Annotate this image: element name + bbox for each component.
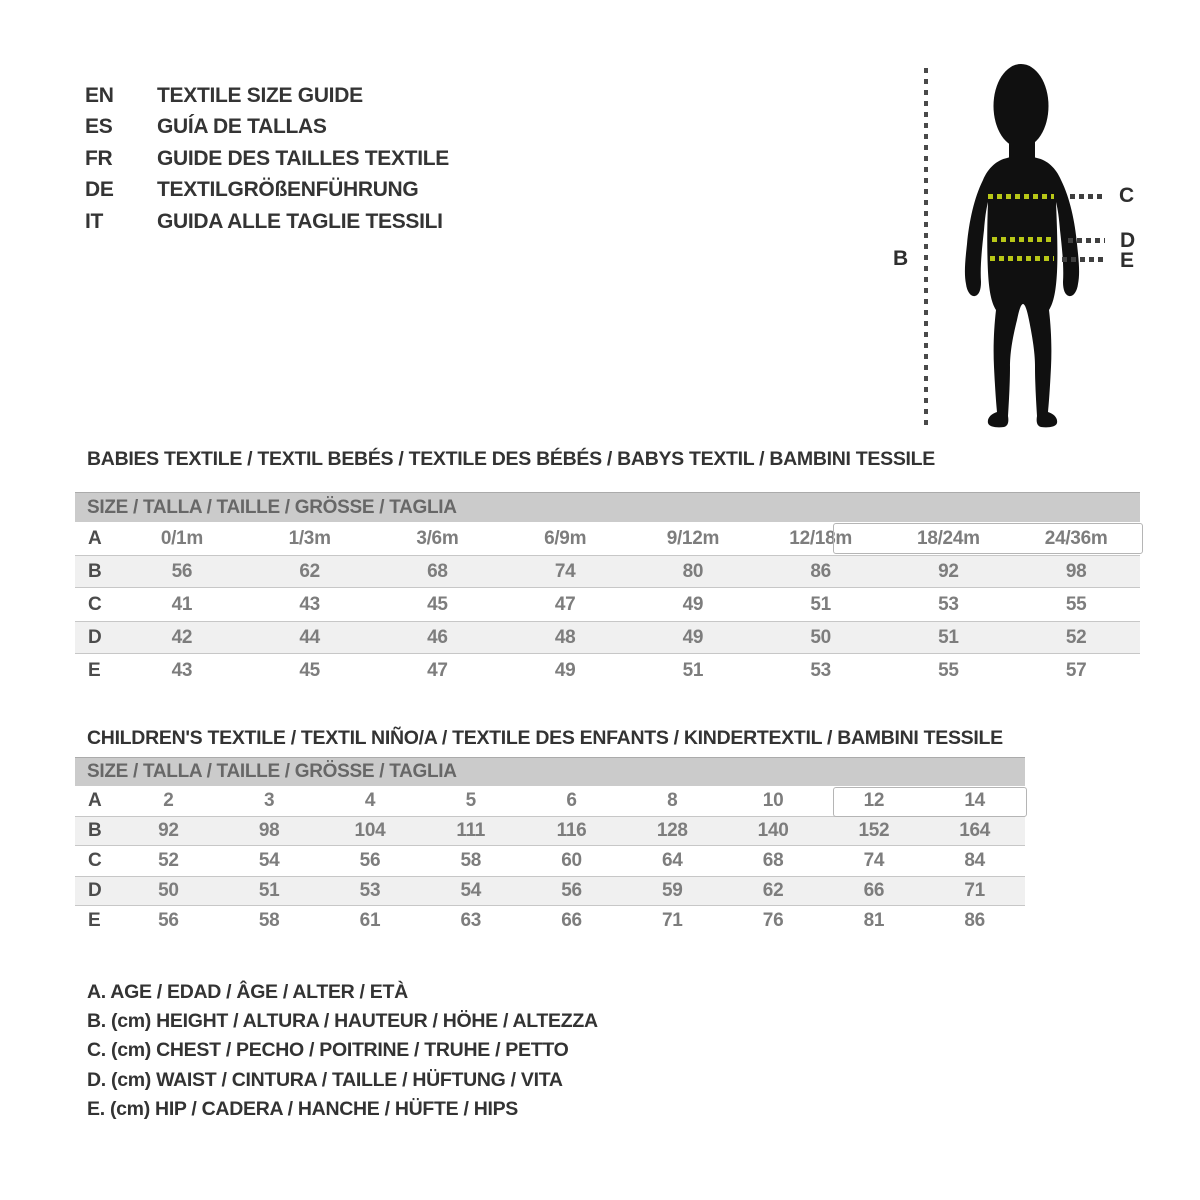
table-cell: 74 [554,560,576,582]
height-measure-line [924,68,928,428]
table-cell: 76 [762,910,784,931]
table-cell: 116 [556,820,587,841]
table-row [75,654,1140,687]
table-cell: 71 [964,880,985,901]
size-guide-title-es: GUÍA DE TALLAS [157,115,327,139]
table-cell: 2 [163,790,174,811]
table-cell: 66 [863,880,885,901]
table-cell: 60 [561,850,582,871]
table-cell: 3/6m [416,527,459,549]
language-title-list [85,80,449,238]
babies-section-title: BABIES TEXTILE / TEXTIL BEBÉS / TEXTILE DES BÉBÉS / BABYS TEXTIL / BAMBINI TESSILE [87,448,935,470]
table-cell: 81 [863,910,885,931]
children-section-title: CHILDREN'S TEXTILE / TEXTIL NIÑO/A / TEXTILE DES ENFANTS / KINDERTEXTIL / BAMBINI TESSILE [87,727,1003,749]
row-label: A [88,790,102,811]
table-cell: 56 [359,850,381,871]
chest-measure-leader [1070,194,1106,199]
table-cell: 51 [938,626,959,648]
row-label: D [88,626,102,648]
table-cell: 44 [299,626,320,648]
table-cell: 47 [427,659,448,681]
row-label: E [88,659,101,681]
table-cell: 0/1m [160,527,203,549]
measurement-legend [87,978,598,1124]
table-cell: 111 [456,820,486,841]
row-label: B [88,560,102,582]
language-row [85,143,449,175]
table-cell: 63 [460,910,481,931]
table-cell: 12/18m [789,527,852,549]
waist-measure-leader [1068,238,1105,243]
row-label: C [88,850,102,871]
hip-measure-line [990,256,1054,261]
table-cell: 56 [561,880,582,901]
language-row [85,112,449,144]
babies-highlight-box [833,523,1143,554]
size-guide-title-it: GUIDA ALLE TAGLIE TESSILI [157,209,443,233]
table-row [75,588,1140,621]
figure-label-hip: E [1120,249,1134,272]
legend-height: B. (cm) HEIGHT / ALTURA / HAUTEUR / HÖHE / ALTEZZA [87,1010,598,1033]
table-row [75,876,1025,906]
table-cell: 4 [364,790,376,811]
table-cell: 43 [299,593,320,615]
table-cell: 12 [863,790,885,811]
children-size-header: SIZE / TALLA / TAILLE / GRÖSSE / TAGLIA [75,757,1025,786]
table-cell: 92 [158,820,179,841]
table-cell: 18/24m [917,527,980,549]
language-code: EN [85,83,114,107]
table-cell: 6/9m [544,527,587,549]
table-cell: 59 [662,880,683,901]
table-cell: 86 [964,910,985,931]
table-cell: 62 [299,560,320,582]
table-cell: 57 [1065,659,1087,681]
table-cell: 52 [1065,626,1087,648]
table-cell: 10 [762,790,784,811]
table-cell: 104 [354,820,386,841]
table-cell: 66 [561,910,582,931]
table-cell: 98 [258,820,280,841]
table-cell: 140 [757,820,789,841]
language-code: DE [85,178,114,202]
chest-measure-line [988,194,1054,199]
size-guide-title-en: TEXTILE SIZE GUIDE [157,83,363,107]
table-cell: 92 [938,560,959,582]
table-cell: 64 [662,850,683,871]
table-cell: 62 [762,880,784,901]
size-guide-title-fr: GUIDE DES TAILLES TEXTILE [157,146,449,170]
row-label: D [88,880,102,901]
table-cell: 53 [938,593,959,615]
table-cell: 61 [359,910,381,931]
table-cell: 68 [762,850,784,871]
table-cell: 49 [682,593,704,615]
children-highlight-box [833,787,1027,817]
table-cell: 51 [682,659,704,681]
hip-measure-leader [1062,257,1105,262]
table-cell: 45 [427,593,448,615]
row-label: A [88,527,102,549]
language-code: FR [85,146,113,170]
table-cell: 98 [1065,560,1087,582]
row-label: B [88,820,102,841]
waist-measure-line [992,237,1054,242]
babies-size-table [75,492,1140,687]
legend-age: A. AGE / EDAD / ÂGE / ALTER / ETÀ [87,981,408,1004]
table-cell: 128 [656,820,688,841]
table-cell: 54 [258,850,280,871]
table-cell: 55 [1065,593,1087,615]
legend-hip: E. (cm) HIP / CADERA / HANCHE / HÜFTE / HIPS [87,1097,519,1120]
child-silhouette-image [961,62,1083,434]
table-cell: 14 [964,790,985,811]
table-cell: 56 [158,910,179,931]
table-row [75,621,1140,654]
table-row [75,816,1025,846]
table-cell: 45 [299,659,320,681]
table-cell: 3 [264,790,275,811]
legend-waist: D. (cm) WAIST / CINTURA / TAILLE / HÜFTUNG / VITA [87,1068,563,1091]
table-cell: 56 [171,560,193,582]
table-cell: 86 [810,560,831,582]
table-cell: 41 [171,593,193,615]
table-cell: 71 [662,910,683,931]
table-cell: 50 [158,880,179,901]
table-cell: 54 [460,880,481,901]
row-label: C [88,593,102,615]
table-cell: 8 [667,790,678,811]
table-cell: 52 [158,850,179,871]
table-cell: 68 [427,560,448,582]
table-cell: 74 [863,850,885,871]
table-cell: 6 [566,790,577,811]
size-guide-title-de: TEXTILGRÖßENFÜHRUNG [157,178,419,202]
figure-label-waist: D [1120,229,1135,252]
table-cell: 55 [938,659,959,681]
language-row [85,175,449,207]
table-cell: 58 [460,850,481,871]
table-cell: 43 [171,659,193,681]
table-cell: 80 [682,560,704,582]
children-size-table [75,757,1025,936]
figure-label-height: B [893,247,908,270]
table-row [75,555,1140,588]
language-code: ES [85,115,113,139]
table-cell: 24/36m [1044,527,1108,549]
table-cell: 152 [858,820,890,841]
table-cell: 5 [465,790,476,811]
language-row [85,80,449,112]
table-cell: 51 [258,880,280,901]
table-cell: 42 [171,626,193,648]
table-cell: 53 [359,880,381,901]
language-code: IT [85,209,104,233]
table-cell: 49 [554,659,576,681]
table-cell: 164 [959,820,991,841]
table-cell: 53 [810,659,831,681]
table-cell: 50 [810,626,831,648]
babies-size-header: SIZE / TALLA / TAILLE / GRÖSSE / TAGLIA [75,492,1140,522]
language-row [85,206,449,238]
table-cell: 47 [554,593,576,615]
figure-label-chest: C [1119,184,1134,207]
legend-chest: C. (cm) CHEST / PECHO / POITRINE / TRUHE / PETTO [87,1039,569,1062]
table-row [75,846,1025,876]
table-cell: 9/12m [666,527,720,549]
table-cell: 48 [554,626,576,648]
table-cell: 1/3m [288,527,331,549]
table-cell: 49 [682,626,704,648]
table-cell: 46 [427,626,448,648]
row-label: E [88,910,101,931]
table-cell: 84 [964,850,985,871]
table-cell: 58 [258,910,280,931]
table-cell: 51 [810,593,831,615]
table-row [75,906,1025,936]
